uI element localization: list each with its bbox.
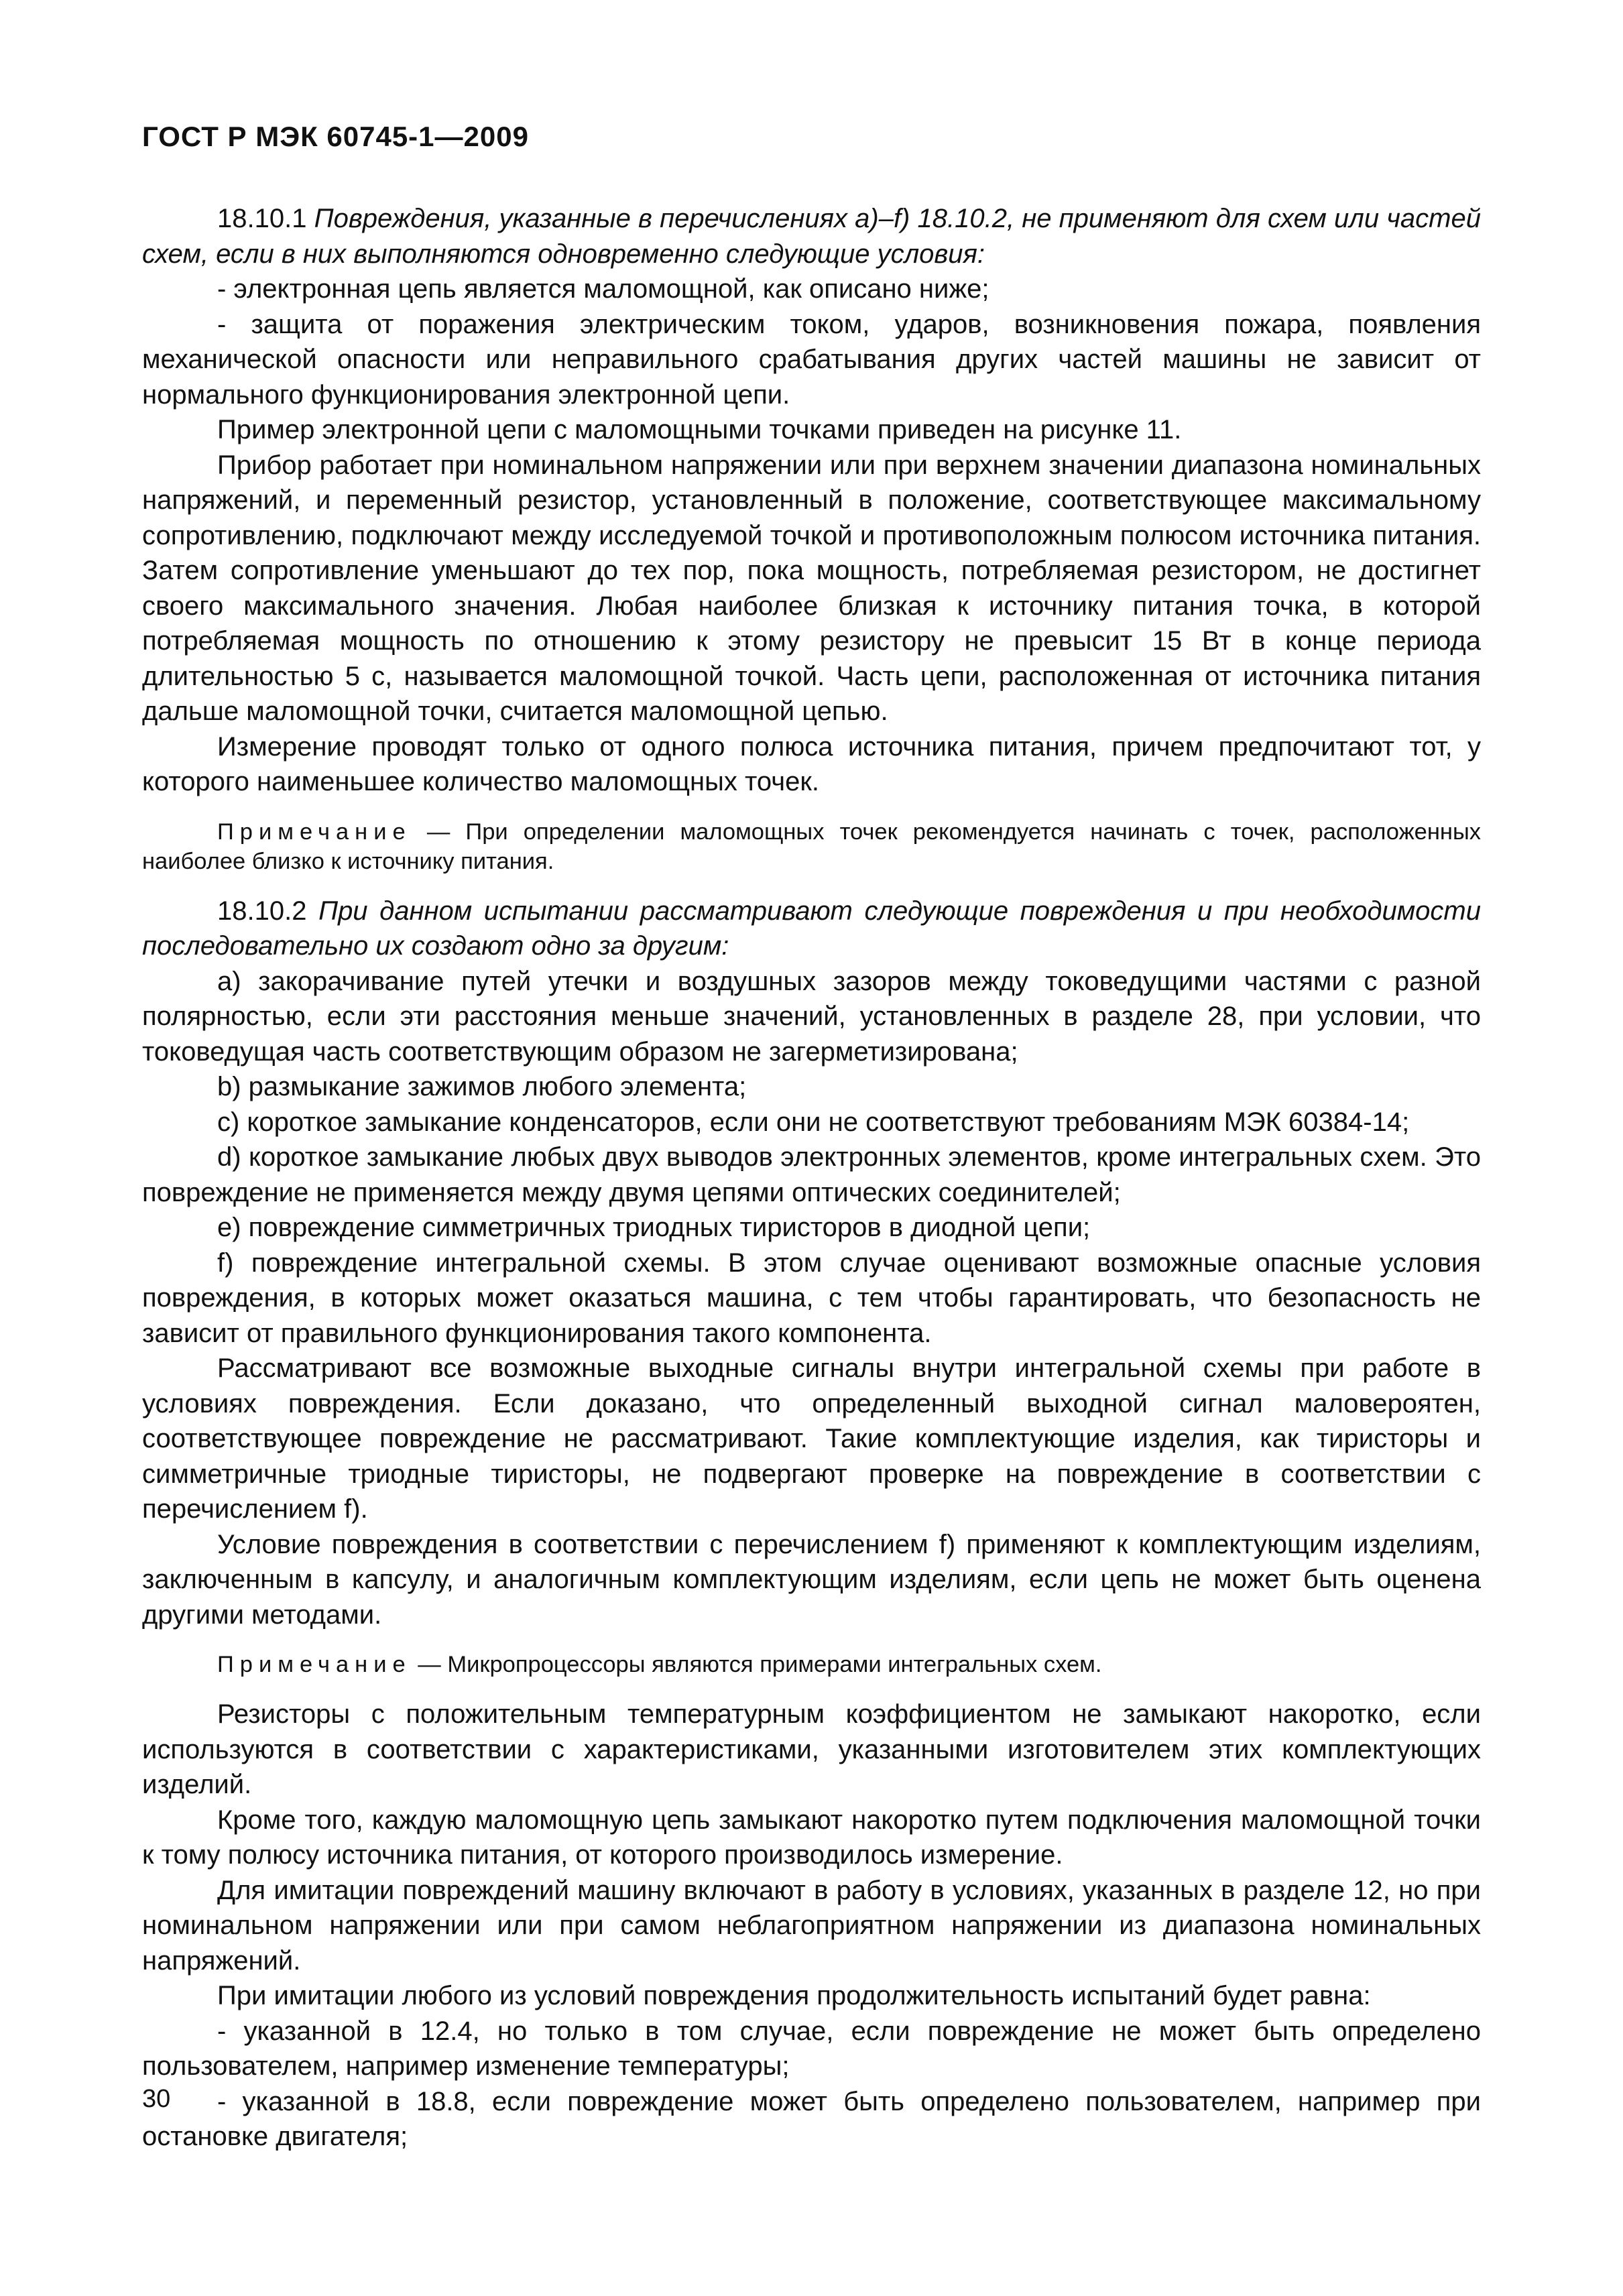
clause-text: Повреждения, указанные в перечислениях а)–f) 18.10.2, не применяют для схем или частей схем, если в них выполняются одновременно следующие условия: bbox=[142, 204, 1481, 269]
fault-item-c: c) короткое замыкание конденсаторов, если они не соответствуют требованиям МЭК 60384-14; bbox=[217, 1107, 1410, 1137]
short-circuit-paragraph: Кроме того, каждую маломощную цепь замыкают накоротко путем подключения маломощной точки к тому полюсу источника питания, от которого производилось измерение. bbox=[142, 1805, 1481, 1870]
resistors-paragraph: Резисторы с положительным температурным коэффициентом не замыкают накоротко, если используются в соответствии с характеристиками, указанными изготовителем этих комплектующих изделий. bbox=[142, 1699, 1481, 1799]
page-number: 30 bbox=[142, 2085, 171, 2113]
condition-item-1: - электронная цепь является маломощной, как описано ниже; bbox=[217, 274, 989, 304]
note-low-power-points bbox=[142, 817, 1481, 876]
note-text: — Микропроцессоры являются примерами интегральных схем. bbox=[418, 1652, 1102, 1677]
note-label: Примечание bbox=[217, 1652, 412, 1677]
measurement-paragraph: Измерение проводят только от одного полюса источника питания, причем предпочитают тот, у которого наименьшее количество маломощных точек. bbox=[142, 731, 1481, 796]
fault-item-d: d) короткое замыкание любых двух выводов электронных элементов, кроме интегральных схем. Это повреждение не применяется между двумя цепями оптических соединителей; bbox=[142, 1142, 1481, 1207]
fault-item-f: f) повреждение интегральной схемы. В этом случае оценивают возможные опасные условия повреждения, в которых может оказаться машина, с тем чтобы гарантировать, что безопасность не зависит от правильного функционирования такого компонента. bbox=[142, 1248, 1481, 1348]
clause-number: 18.10.1 bbox=[217, 204, 307, 233]
note-text: — При определении маломощных точек рекомендуется начинать с точек, расположенных наиболее близко к источнику питания. bbox=[142, 819, 1481, 874]
clause-text: При данном испытании рассматривают следующие повреждения и при необходимости последовательно их создают одно за другим: bbox=[142, 896, 1481, 961]
note-microprocessors bbox=[142, 1650, 1481, 1679]
duration-paragraph: При имитации любого из условий повреждения продолжительность испытаний будет равна: bbox=[217, 1981, 1371, 2010]
standard-header: ГОСТ Р МЭК 60745-1—2009 bbox=[142, 121, 529, 152]
clause-18-10-1-lead bbox=[142, 201, 1481, 271]
fault-item-e: e) повреждение симметричных триодных тиристоров в диодной цепи; bbox=[217, 1213, 1091, 1242]
note-label: Примечание bbox=[217, 819, 412, 845]
simulation-paragraph: Для имитации повреждений машину включают в работу в условиях, указанных в разделе 12, но при номинальном напряжении или при самом неблагоприятном напряжении из диапазона номинальных напряжений. bbox=[142, 1875, 1481, 1976]
condition-item-2: - защита от поражения электрическим током, ударов, возникновения пожара, появления механической опасности или неправильного срабатывания других частей машины не зависит от нормального функционирования электронной цепи. bbox=[142, 309, 1481, 410]
document-body bbox=[142, 201, 1481, 2155]
example-paragraph: Пример электронной цепи с маломощными точками приведен на рисунке 11. bbox=[217, 415, 1182, 444]
encapsulated-paragraph: Условие повреждения в соответствии с перечислением f) применяют к комплектующим изделиям, заключенным в капсулу, и аналогичным комплектующим изделиям, если цепь не может быть оценена другими методами. bbox=[142, 1529, 1481, 1630]
output-signals-paragraph: Рассматривают все возможные выходные сигналы внутри интегральной схемы при работе в условиях повреждения. Если доказано, что определенный выходной сигнал маловероятен, соответствующее повреждение не рассматривают. Такие комплектующие изделия, как тиристоры и симметричные триодные тиристоры, не подвергают проверке на повреждение в соответствии с перечислением f). bbox=[142, 1353, 1481, 1524]
duration-item-12-4: - указанной в 12.4, но только в том случае, если повреждение не может быть определено пользователем, например изменение температуры; bbox=[142, 2016, 1481, 2081]
clause-number: 18.10.2 bbox=[217, 896, 307, 926]
fault-item-a: а) закорачивание путей утечки и воздушных зазоров между токоведущими частями с разной полярностью, если эти расстояния меньше значений, установленных в разделе 28, при условии, что токоведущая часть соответствующим образом не загерметизирована; bbox=[142, 966, 1481, 1067]
device-paragraph: Прибор работает при номинальном напряжении или при верхнем значении диапазона номинальных напряжений, и переменный резистор, установленный в положение, соответствующее максимальному сопротивлению, подключают между исследуемой точкой и противоположным полюсом источника питания. Затем сопротивление уменьшают до тех пор, пока мощность, потребляемая резистором, не достигнет своего максимального значения. Любая наиболее близкая к источнику питания точка, в которой потребляемая мощность по отношению к этому резистору не превысит 15 Вт в конце периода длительностью 5 с, называется маломощной точкой. Часть цепи, расположенная от источника питания дальше маломощной точки, считается маломощной цепью. bbox=[142, 450, 1481, 726]
fault-item-b: b) размыкание зажимов любого элемента; bbox=[217, 1072, 747, 1101]
duration-item-18-8: - указанной в 18.8, если повреждение может быть определено пользователем, например при остановке двигателя; bbox=[142, 2086, 1481, 2151]
clause-18-10-2-lead bbox=[142, 894, 1481, 964]
